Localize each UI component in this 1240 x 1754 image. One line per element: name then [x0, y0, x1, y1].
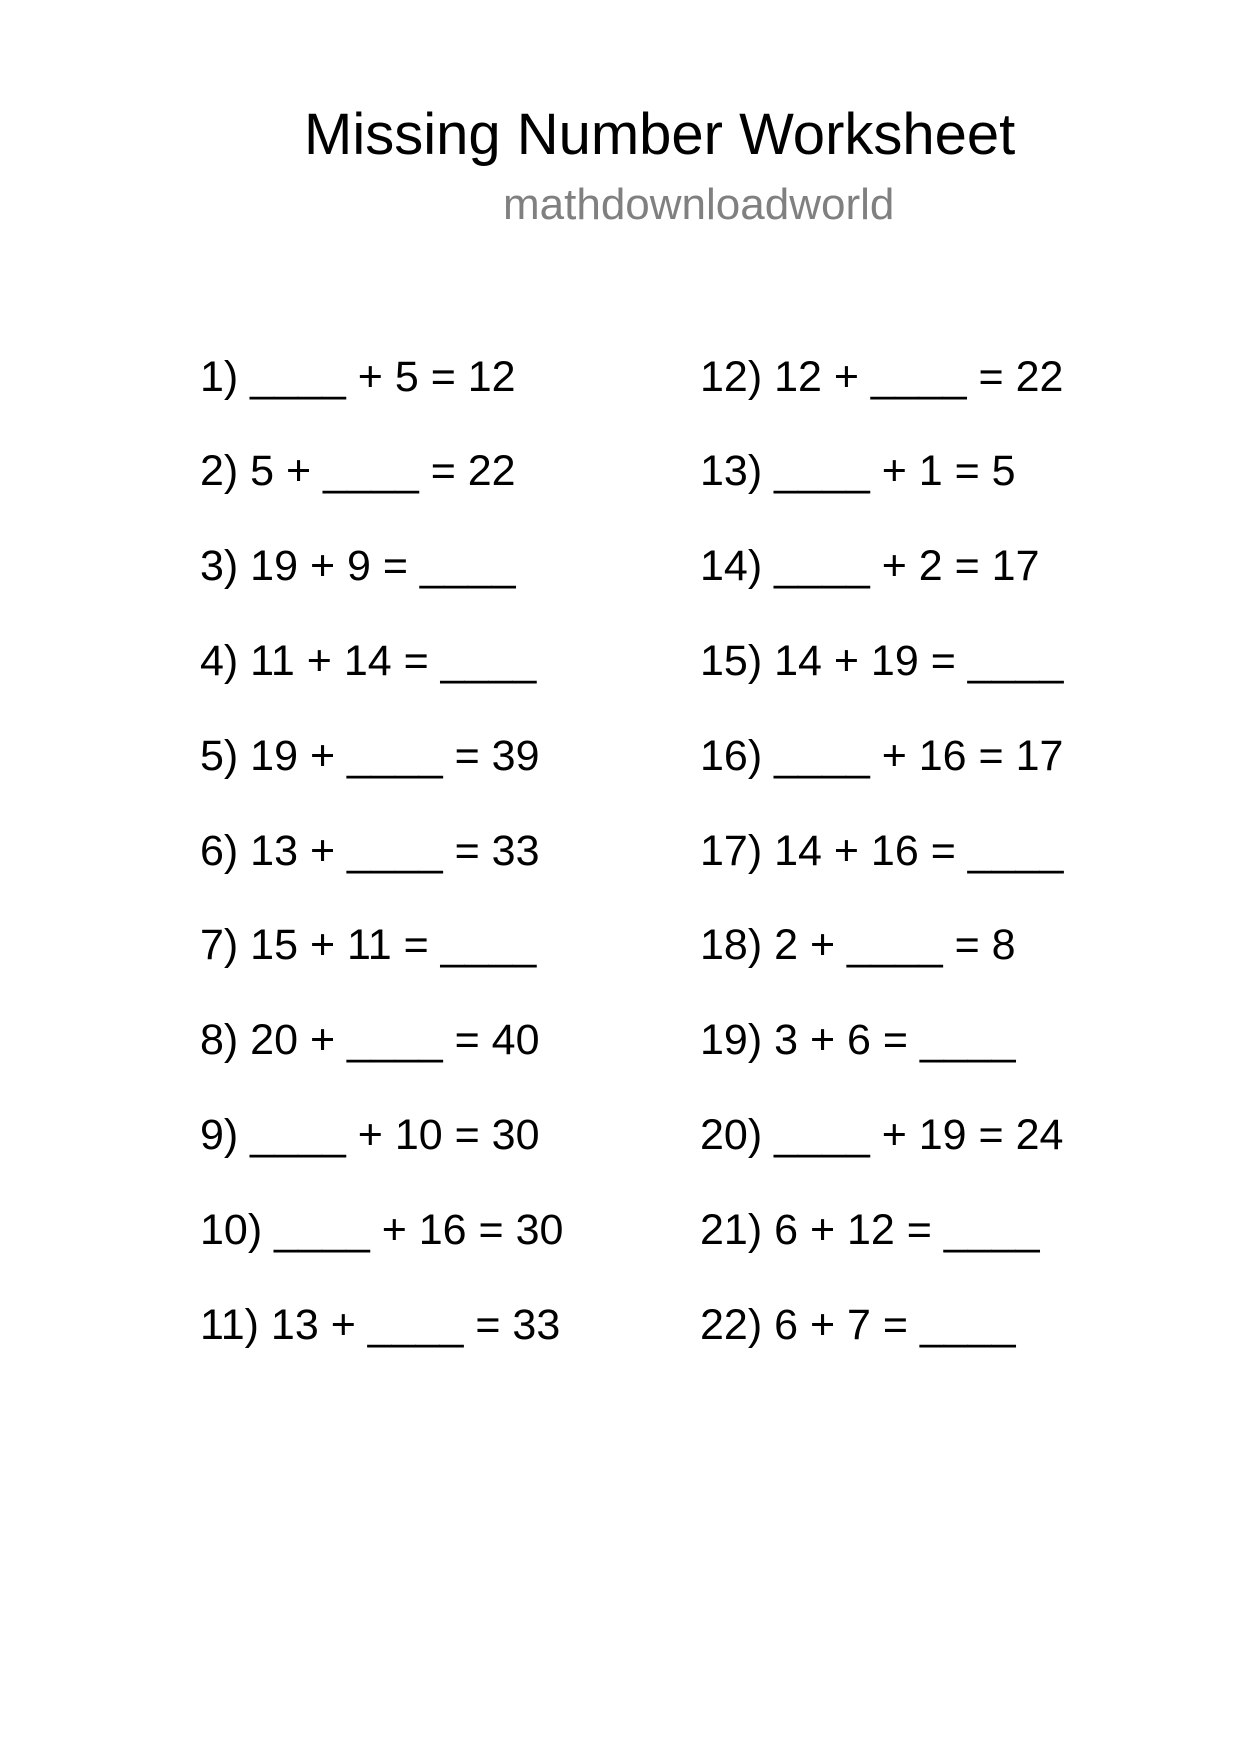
- problem-item: [700, 352, 1064, 451]
- problem-number: 13): [700, 447, 763, 496]
- problem-expression: 2 + ____ = 8: [762, 921, 1016, 970]
- problem-number: 19): [700, 1016, 763, 1065]
- problem-item: [700, 542, 1063, 640]
- worksheet-title: Missing Number Worksheet: [304, 102, 1016, 167]
- problem-number: 11): [200, 1300, 259, 1349]
- problem-expression: 13 + ____ = 33: [258, 1300, 561, 1349]
- problem-number: 5): [200, 731, 239, 780]
- problem-item: [200, 826, 563, 925]
- problem-item: [700, 826, 1064, 925]
- problem-number: 21): [700, 1205, 763, 1254]
- problem-item: [200, 731, 563, 830]
- problem-expression: 3 + 6 = ____: [762, 1016, 1016, 1065]
- problem-expression: 20 + ____ = 40: [238, 1016, 540, 1065]
- problem-expression: 11 + 14 = ____: [238, 636, 537, 685]
- problem-expression: 15 + 11 = ____: [238, 921, 537, 970]
- problem-expression: 19 + ____ = 39: [238, 731, 540, 780]
- problem-item: [700, 1016, 1063, 1114]
- problem-expression: 5 + ____ = 22: [238, 447, 516, 496]
- problem-item: [700, 1205, 1063, 1304]
- problem-expression: ____ + 5 = 12: [238, 352, 516, 401]
- problem-item: [700, 921, 1063, 1019]
- problem-item: [200, 1205, 564, 1304]
- problem-number: 9): [200, 1110, 239, 1159]
- problem-expression: ____ + 10 = 30: [238, 1110, 540, 1159]
- problem-number: 17): [700, 826, 763, 875]
- problem-item: [700, 1110, 1064, 1209]
- problem-item: [200, 1300, 563, 1399]
- problem-item: [700, 447, 1063, 545]
- problem-number: 22): [700, 1300, 763, 1349]
- problem-expression: 13 + ____ = 33: [238, 826, 540, 875]
- problem-column-right: [700, 352, 1064, 1399]
- problem-expression: 12 + ____ = 22: [762, 352, 1064, 401]
- problem-number: 1): [200, 352, 239, 401]
- problem-item: [200, 1110, 563, 1209]
- problem-expression: ____ + 2 = 17: [762, 542, 1040, 591]
- problem-item: [200, 921, 563, 1019]
- problem-item: [200, 636, 563, 735]
- problem-expression: 19 + 9 = ____: [238, 542, 516, 591]
- problem-expression: ____ + 16 = 30: [262, 1205, 564, 1254]
- problem-expression: 14 + 16 = ____: [762, 826, 1064, 875]
- problem-number: 4): [200, 636, 239, 685]
- problem-item: [700, 731, 1064, 830]
- problem-expression: 6 + 12 = ____: [762, 1205, 1040, 1254]
- problem-number: 12): [700, 352, 763, 401]
- problem-number: 7): [200, 921, 239, 970]
- problem-number: 14): [700, 542, 763, 591]
- problem-number: 3): [200, 542, 239, 591]
- problem-number: 18): [700, 921, 763, 970]
- problem-expression: 14 + 19 = ____: [762, 636, 1064, 685]
- problem-expression: ____ + 1 = 5: [762, 447, 1016, 496]
- worksheet-source: mathdownloadworld: [503, 180, 895, 229]
- problem-item: [700, 1300, 1063, 1399]
- problem-item: [200, 1016, 563, 1114]
- problem-item: [700, 636, 1064, 735]
- problem-item: [200, 447, 563, 545]
- problem-number: 2): [200, 447, 239, 496]
- problem-number: 6): [200, 826, 239, 875]
- problem-expression: ____ + 19 = 24: [762, 1110, 1064, 1159]
- problem-expression: 6 + 7 = ____: [762, 1300, 1016, 1349]
- problem-number: 8): [200, 1016, 239, 1065]
- problem-item: [200, 352, 563, 451]
- problem-expression: ____ + 16 = 17: [762, 731, 1064, 780]
- problem-number: 10): [200, 1205, 263, 1254]
- problem-number: 15): [700, 636, 763, 685]
- problem-number: 16): [700, 731, 763, 780]
- problem-column-left: [200, 352, 564, 1399]
- problem-number: 20): [700, 1110, 763, 1159]
- problem-item: [200, 542, 563, 640]
